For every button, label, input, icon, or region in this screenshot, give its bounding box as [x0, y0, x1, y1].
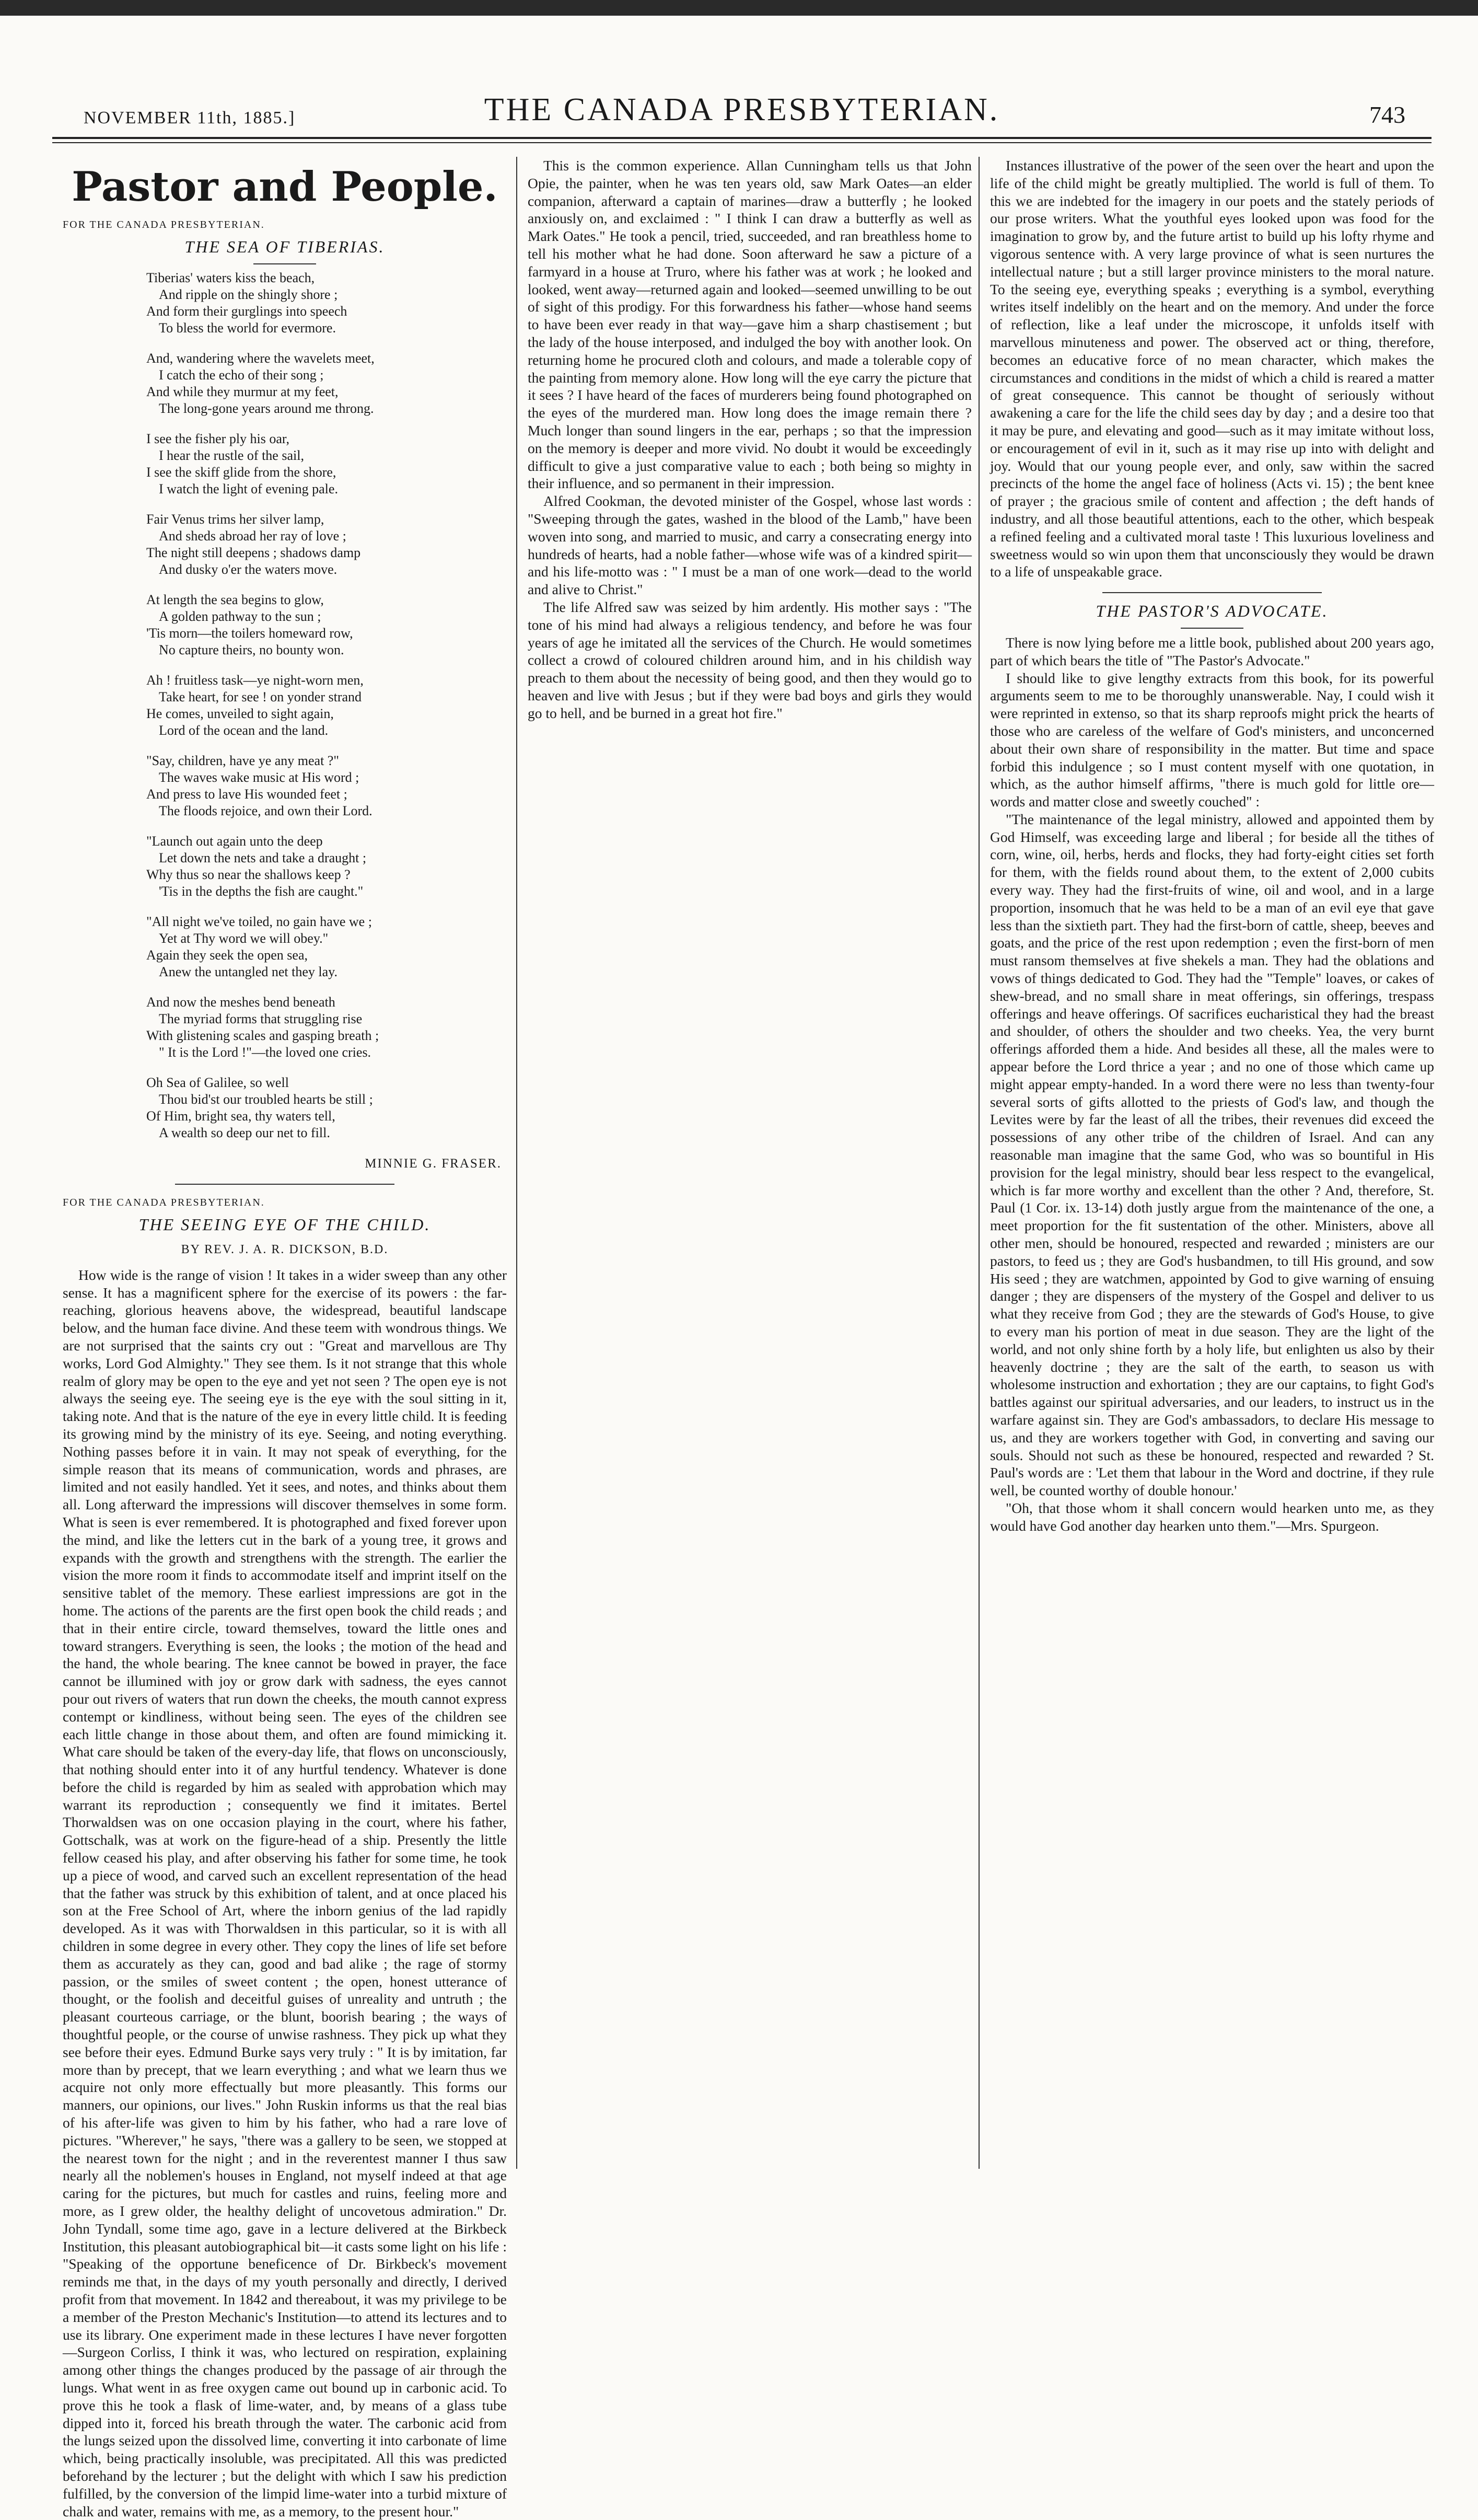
article-title: THE SEEING EYE OF THE CHILD. — [138, 1215, 431, 1234]
poem-line: "Launch out again unto the deep — [146, 833, 323, 849]
column-divider — [979, 157, 980, 2169]
poem-line: I see the skiff glide from the shore, — [146, 464, 336, 480]
poem-line: Tiberias' waters kiss the beach, — [146, 270, 315, 285]
poem-line: Oh Sea of Galilee, so well — [146, 1074, 289, 1090]
top-edge-bar — [0, 0, 1478, 16]
article-paragraph: How wide is the range of vision ! It takes in a wider sweep than any other sense. It has a magnificent sphere for the exercise of its powers : the far-reaching, glorious heavens above, the widespread, beautiful landscape below, and the human face divine. And these teem with wondrous things. We are not surprised that the saints cry out : "Great and marvellous are Thy works, Lord God Almighty." They see them. Is it not strange that this whole realm of glory may be open to the eye and yet not seen ? The open eye is not always the seeing eye. The seeing eye is the eye with the soul sitting in it, taking note. And that is the nature of the eye in every little child. It is feeding its growing mind by the ministry of its eye. Seeing, and noting everything. Nothing passes before it in vain. It may not speak of everything, for the simple reason that its means of communication, words and phrases, are limited and not easily handled. Yet it sees, and notes, and thinks about them all. Long afterward the impressions will discover themselves in some form. What is seen is ever remembered. It is photographed and fixed forever upon the mind, and like the letters cut in the bark of a young tree, it grows and expands with the growth and strengthens with the strength. The earlier the vision the more room it finds to accommodate itself and imprint itself on the sensitive tablet of the memory. These earliest impressions are got in the home. The actions of the parents are the first open book the child reads ; and that in their entire circle, toward themselves, toward the little ones and toward strangers. Everything is seen, the looks ; the motion of the head and the hand, the whole bearing. The knee cannot be bowed in prayer, the face cannot be illumined with joy or grow dark with sadness, the eyes cannot pour out rivers of waters that run down the cheeks, the mouth cannot express contempt or kindliness, without being seen. The eyes of the children see each little change in those about them, and often are found mimicking it. What care should be taken of the every-day life, that flows on unconsciously, that nothing should enter into it of any hurtful tendency. Whatever is done before the child is regarded by him as sealed with approbation which may warrant its reproduction ; consequently we find it imitates. Bertel Thorwaldsen was on one occasion playing in the court, where his father, Gottschalk, was at work on the figure-head of a ship. Presently the little fellow ceased his play, and after observing his father for some time, he took up a piece of wood, and carved such an excellent representation of the head that the father was struck by this exhibition of talent, and at once placed his son at the Free School of Art, where the inborn genius of the lad rapidly developed. As it was with Thorwaldsen in this particular, so it is with all children in some degree in every other. They copy the lines of life set before them as accurately as they can, good and bad alike ; the rage of stormy passion, or the smiles of sweet content ; the open, honest utterance of thought, or the foolish and deceitful guises of unreality and untruth ; the pleasant courteous carriage, or the blunt, boorish bearing ; the ways of thoughtful people, or the course of unwise rashness. They pick up what they see before their eyes. Edmund Burke says very truly : " It is by imitation, far more than by precept, that we learn everything ; and what we learn thus we acquire not only more effectually but more pleasantly. This forms our manners, our opinions, our lives." John Ruskin informs us that the real bias of his after-life was given to him by his father, who had a rare love of pictures. "Wherever," he says, "there was a gallery to be seen, we stopped at the nearest town for the night ; and in the reverentest manner I thus saw nearly all the noblemen's houses in England, not myself indeed at that age caring for the pictures, but much for castles and ruins, feeling more and more, as I grew older, the healthy delight of uncovetous admiration." Dr. John Tyndall, some time ago, gave in a lecture delivered at the Birkbeck Institution, this pleasant autobiographical bit—it casts some light on his life : "Speaking of the opportune beneficence of Dr. Birkbeck's movement reminds me that, in the days of my youth personally and directly, I derived profit from that movement. In 1842 and thereabout, it was my privilege to be a member of the Preston Mechanic's Institution—to attend its lectures and to use its library. One experiment made in these lectures I have never forgotten—Surgeon Corliss, I think it was, who lectured on respiration, explaining among other things the changes produced by the passage of air through the lungs. What went in as free oxygen came out bound up in carbonic acid. To prove this he took a flask of lime-water, and, by means of a glass tube dipped into it, forced his breath through the water. The carbonic acid from the lungs seized upon the dissolved lime, converting it into carbonate of lime which, being practically insoluble, was precipitated. All this was predicted beforehand by the lecturer ; but the delight with which I saw his prediction fulfilled, by the conversion of the limpid lime-water into a turbid mixture of chalk and water, remains with me, as a memory, to the present hour." — [63, 1266, 507, 2519]
poem-line: To bless the world for evermore. — [159, 320, 336, 336]
poem-stanza — [146, 431, 507, 498]
poem-title: THE SEA OF TIBERIAS. — [184, 237, 385, 256]
poem-line: Again they seek the open sea, — [146, 947, 308, 963]
poem-stanza — [146, 270, 507, 337]
poem-line: The myriad forms that struggling rise — [159, 1011, 363, 1026]
poem-line: I hear the rustle of the sail, — [159, 447, 304, 463]
poem-line: And press to lave His wounded feet ; — [146, 786, 347, 802]
article-kicker: FOR THE CANADA PRESBYTERIAN. — [63, 1197, 265, 1209]
article-paragraph: "Oh, that those whom it shall concern would hearken unto me, as they would have God another day hearken unto them."—Mrs. Spurgeon. — [990, 1499, 1434, 1534]
poem-line: " It is the Lord !"—the loved one cries. — [159, 1044, 371, 1060]
section-heading: Pastor and People. — [72, 163, 498, 211]
poem-line: And dusky o'er the waters move. — [159, 561, 338, 577]
poem-line: And ripple on the shingly shore ; — [159, 286, 338, 302]
article-paragraph: I should like to give lengthy extracts from this book, for its powerful arguments seem to me to be thoroughly unanswerable. Nay, I could wish it were reprinted in extenso, so that its sharp reproofs might prick the hearts of those who are careless of the welfare of God's ministers, and unconcerned about their own share of responsibility in the matter. But time and space forbid this indulgence ; so I must content myself with one quotation, in which, as the author himself affirms, "there is much gold for little ore—words and matter close and sweetly couched" : — [990, 669, 1434, 810]
poem-line: 'Tis in the depths the fish are caught." — [159, 883, 364, 899]
poem-line: And sheds abroad her ray of love ; — [159, 528, 346, 544]
poem-stanza — [146, 753, 507, 819]
poem-line: The floods rejoice, and own their Lord. — [159, 803, 373, 818]
poem-line: Anew the untangled net they lay. — [159, 964, 338, 979]
article-divider — [1102, 592, 1322, 593]
poem-author: MINNIE G. FRASER. — [365, 1156, 502, 1171]
poem-stanza — [146, 511, 507, 578]
article-divider — [175, 1184, 394, 1185]
poem-line: No capture theirs, no bounty won. — [159, 642, 344, 657]
poem-line: And while they murmur at my feet, — [146, 384, 339, 399]
poem-line: The long-gone years around me throng. — [159, 400, 374, 416]
article-paragraph: The life Alfred saw was seized by him ardently. His mother says : "The tone of his mind had always a religious tendency, and before he was four years of age he imitated all the services of the Church. He would sometimes collect a crowd of coloured children around him, and in his childish way preach to them about the necessity of being good, and then they would go to heaven and live with Jesus ; but if they were bad boys and girls they would go to hell, and be burned in a great hot fire." — [528, 598, 972, 721]
column-divider — [516, 157, 517, 2169]
poem-line: And form their gurglings into speech — [146, 303, 347, 319]
issue-date: NOVEMBER 11th, 1885.] — [84, 108, 296, 128]
poem-line: And, wandering where the wavelets meet, — [146, 350, 375, 366]
poem-line: With glistening scales and gasping breath ; — [146, 1027, 379, 1043]
poem-line: And now the meshes bend beneath — [146, 994, 335, 1010]
article-paragraph: Alfred Cookman, the devoted minister of the Gospel, whose last words : "Sweeping through the gates, washed in the blood of the Lamb," have been woven into song, and married to music, and carry a consecrating energy into hundreds of hearts, had a noble father—whose wife was of a kindred spirit—and his life-motto was : " I must be a man of one work—dead to the world and alive to Christ." — [528, 493, 972, 598]
poem-stanza — [146, 914, 507, 980]
article-paragraph: "The maintenance of the legal ministry, allowed and appointed them by God Himself, was exceeding large and liberal ; for beside all the tithes of corn, wine, oil, herbs, herds and flocks, they had forty-eight cities set forth for them, with the fields round about them, to the extent of 2,000 cubits every way. They had the first-fruits of wine, oil and wool, and in a large proportion, insomuch that he was held to be a man of an evil eye that gave less than the sixtieth part. They had the first-born of cattle, sheep, beeves and goats, and the price of the rest upon redemption ; even the first-born of men must ransom themselves at five shekels a man. They had the oblations and vows of things dedicated to God. They had the "Temple" loaves, or cakes of shew-bread, and no small share in meat offerings, sin offerings, trespass offerings and heave offerings. Of sacrifices eucharistical they had the breast and shoulder, of others the shoulder and two cheeks. Yea, the very burnt offerings afforded them a hide. And besides all these, all the males were to appear before the Lord thrice a year ; and no one of those which came up might appear empty-handed. In a word there were no less than twenty-four several sorts of gifts allotted to the priests of God's law, and though the Levites were by far the least of all the tribes, their revenues did exceed the possessions of any other tribe of the children of Israel. And can any reasonable man imagine that the same God, who was so bountiful in His provision for the legal ministry, should bear less respect to the evangelical, which is far more worthy and excellent than the other ? And, therefore, St. Paul (1 Cor. ix. 13-14) doth justly argue from the maintenance of the one, a meet proportion for the fit sustentation of the other. Ministers, above all other men, should be honoured, respected and rewarded ; ministers are our pastors, to feed us ; they are God's husbandmen, to till His ground, and sow His seed ; they are watchmen, appointed by God to give warning of ensuing danger ; they are dispensers of the mystery of the Gospel and deliver to us what they receive from God ; they are the stewards of God's House, to give to every man his portion of meat in due season. They are the light of the world, and not only shine forth by a holy life, but enlighten us also by their heavenly doctrine ; they are the salt of the earth, to season us with wholesome instruction and exhortation ; they are our captains, to fight God's battles against our spiritual adversaries, and our leaders, to instruct us in the warfare against sin. They are God's ambassadors, to declare His message to us, and they are workers together with God, in converting and saving our souls. Should not such as these be honoured, respected and rewarded ? St. Paul's words are : 'Let them that labour in the Word and doctrine, if they rule well, be counted worthy of double honour.' — [990, 811, 1434, 1499]
poem-line: Thou bid'st our troubled hearts be still ; — [159, 1091, 373, 1107]
poem-line: 'Tis morn—the toilers homeward row, — [146, 625, 353, 641]
column-3 — [990, 157, 1434, 2169]
column-2 — [528, 157, 972, 2169]
article-paragraph: This is the common experience. Allan Cunningham tells us that John Opie, the painter, when he was ten years old, saw Mark Oates—an elder companion, afterward a captain of marines—draw a butterfly ; he looked anxiously on, and exclaimed : " I think I can draw a butterfly as well as Mark Oates." He took a pencil, tried, succeeded, and ran breathless home to tell his mother what he had done. Soon afterward he saw a picture of a farmyard in a house at Truro, where his father was at work ; he looked and looked, went away—returned again and looked—seemed unwilling to be out of sight of this prodigy. For this forwardness his father—whose hand seems to have been ever ready in that way—gave him a sharp chastisement ; but the lady of the house interposed, and indulged the boy with another look. On returning home he procured cloth and colours, and made a tolerable copy of the painting from memory alone. How long will the eye carry the picture that it sees ? I have heard of the faces of murderers being found photographed on the eyes of the murdered man. How long does the image remain there ? Much longer than sound lingers in the ear, perhaps ; so that the impression on the memory is deeper and more vivid. No doubt it would be exceedingly difficult to give a just comparative value to each ; both being so mighty in their influence, and so permanent in their impression. — [528, 157, 972, 492]
poem-line: A golden pathway to the sun ; — [159, 608, 321, 624]
poem-line: Let down the nets and take a draught ; — [159, 850, 367, 865]
article-paragraph: Instances illustrative of the power of the seen over the heart and upon the life of the child might be greatly multiplied. The world is full of them. To this we are indebted for the imagery in our poets and the stately periods of our prose writers. What the youthful eyes looked upon was food for the imagination to grow by, and the future artist to build up his lofty rhyme and vigorous sentence with. A very large province of what is seen nurtures the intellectual nature ; but a still larger province ministers to the moral nature. To the seeing eye, everything speaks ; everything is a symbol, everything writes itself indelibly on the heart and on the memory. And under the force of reflection, like a leaf under the microscope, it unfolds itself with marvellous minuteness and power. The observed act or thing, therefore, becomes an educative force of no mean character, which makes the circumstances and conditions in the midst of which a child is reared a matter of great consequence. This cannot be thought of seriously without awakening a care for the life the child sees day by day ; and a desire too that it may be pure, and elevating and good—such as it may imitate without loss, or encouragement of evil in it, such as it may rise up into with delight and joy. Would that our young people ever, and only, saw within the sacred precincts of the home the angel face of holiness (Acts vi. 15) ; the bent knee of prayer ; the gracious smile of content and affection ; the deft hands of industry, and all those beautiful attentions, each to the other, which bespeak a refined feeling and a cultivated moral taste ! This luxurious loveliness and sweetness would so win upon them that unconsciously they would be drawn to a life of unspeakable grace. — [990, 157, 1434, 580]
poem-line: The waves wake music at His word ; — [159, 769, 359, 785]
column-1 — [63, 157, 507, 2519]
poem-kicker: FOR THE CANADA PRESBYTERIAN. — [63, 219, 265, 230]
poem-line: Of Him, bright sea, thy waters tell, — [146, 1108, 335, 1124]
poem-line: I watch the light of evening pale. — [159, 481, 338, 496]
article-title: THE PASTOR'S ADVOCATE. — [1096, 602, 1329, 621]
poem-stanza — [146, 1074, 507, 1141]
poem-line: Yet at Thy word we will obey." — [159, 930, 329, 946]
newspaper-title: THE CANADA PRESBYTERIAN. — [484, 92, 1000, 128]
page-number: 743 — [1369, 101, 1405, 128]
article-paragraph: There is now lying before me a little book, published about 200 years ago, part of which bears the title of "The Pastor's Advocate." — [990, 634, 1434, 668]
header-rule — [52, 137, 1432, 139]
poem-line: Ah ! fruitless task—ye night-worn men, — [146, 672, 364, 688]
header-rule-thin — [52, 142, 1432, 143]
page-header — [42, 91, 1442, 133]
title-rule — [1181, 628, 1243, 629]
poem-stanza — [146, 592, 507, 658]
title-rule — [253, 263, 316, 264]
poem-body — [63, 270, 507, 1141]
poem-line: At length the sea begins to glow, — [146, 592, 324, 607]
poem-line: I catch the echo of their song ; — [159, 367, 324, 383]
poem-stanza — [146, 833, 507, 900]
poem-line: A wealth so deep our net to fill. — [159, 1125, 330, 1140]
article-byline: BY REV. J. A. R. DICKSON, B.D. — [181, 1242, 389, 1256]
article-continuation — [990, 157, 1434, 581]
poem-line: I see the fisher ply his oar, — [146, 431, 290, 446]
poem-line: Lord of the ocean and the land. — [159, 722, 329, 738]
poem-stanza — [146, 994, 507, 1061]
poem-stanza — [146, 672, 507, 739]
article-continuation — [528, 157, 972, 722]
poem-line: Why thus so near the shallows keep ? — [146, 866, 351, 882]
poem-line: The night still deepens ; shadows damp — [146, 545, 361, 560]
poem-stanza — [146, 350, 507, 417]
poem-line: He comes, unveiled to sight again, — [146, 706, 334, 721]
poem-line: Fair Venus trims her silver lamp, — [146, 511, 324, 527]
poem-line: "Say, children, have ye any meat ?" — [146, 753, 339, 768]
poem-line: "All night we've toiled, no gain have we ; — [146, 914, 372, 929]
poem-line: Take heart, for see ! on yonder strand — [159, 689, 362, 704]
